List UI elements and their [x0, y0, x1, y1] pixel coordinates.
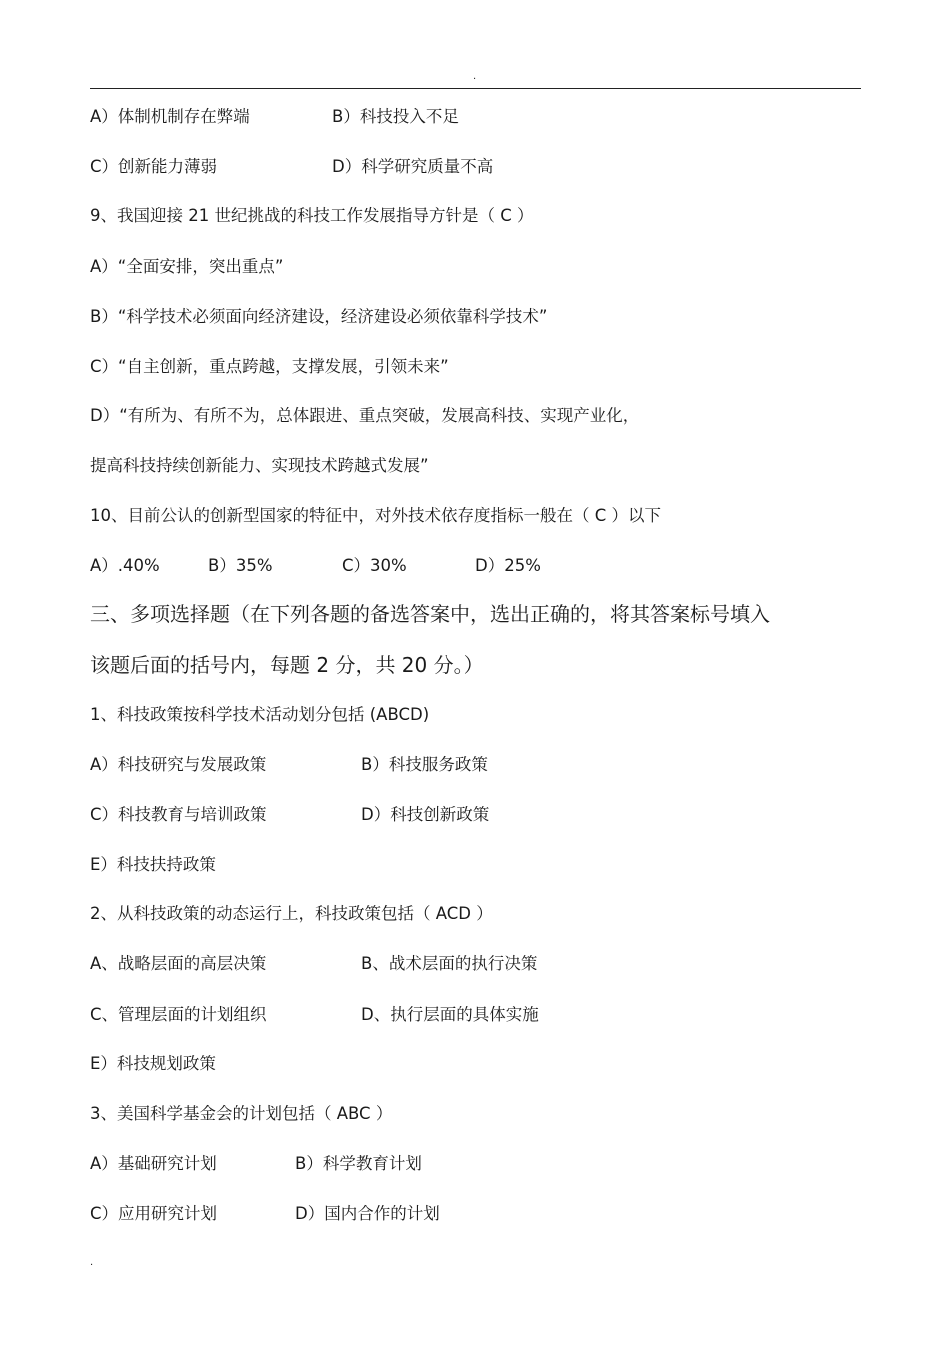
q8-option-b: B）科技投入不足 [332, 107, 459, 126]
m3-option-a: A）基础研究计划 [90, 1154, 217, 1173]
q10-option-a: A）.40% [90, 556, 160, 575]
m1-option-d: D）科技创新政策 [361, 805, 490, 824]
section3-title-line-1: 三、多项选择题（在下列各题的备选答案中，选出正确的，将其答案标号填入 [90, 602, 770, 626]
m1-option-a: A）科技研究与发展政策 [90, 755, 267, 774]
m2-option-d: D、执行层面的具体实施 [361, 1005, 539, 1024]
m2-stem: 2、从科技政策的动态运行上，科技政策包括（ ACD ） [90, 904, 493, 923]
q9-option-b: B）“科学技术必须面向经济建设，经济建设必须依靠科学技术” [90, 307, 548, 326]
q10-option-d: D）25% [475, 556, 541, 575]
m1-option-c: C）科技教育与培训政策 [90, 805, 267, 824]
q9-option-c: C）“自主创新，重点跨越，支撑发展，引领未来” [90, 357, 449, 376]
m1-option-b: B）科技服务政策 [361, 755, 488, 774]
footer-dot: . [90, 1257, 94, 1268]
header-rule [90, 88, 861, 89]
m1-stem: 1、科技政策按科学技术活动划分包括 (ABCD) [90, 705, 430, 724]
q9-stem: 9、我国迎接 21 世纪挑战的科技工作发展指导方针是（ C ） [90, 206, 534, 225]
m2-option-e: E）科技规划政策 [90, 1054, 216, 1073]
m3-option-c: C）应用研究计划 [90, 1204, 218, 1223]
header-dot: . [473, 71, 477, 82]
m2-option-b: B、战术层面的执行决策 [361, 954, 538, 973]
q10-option-b: B）35% [208, 556, 273, 575]
m2-option-c: C、管理层面的计划组织 [90, 1005, 267, 1024]
m3-option-d: D）国内合作的计划 [295, 1204, 440, 1223]
m3-stem: 3、美国科学基金会的计划包括（ ABC ） [90, 1104, 393, 1123]
q10-stem: 10、目前公认的创新型国家的特征中，对外技术依存度指标一般在（ C ）以下 [90, 506, 662, 525]
q9-option-d-line-1: D）“有所为、有所不为，总体跟进、重点突破，发展高科技、实现产业化， [90, 406, 640, 425]
q9-option-d-line-2: 提高科技持续创新能力、实现技术跨越式发展” [90, 456, 429, 475]
section3-title-line-2: 该题后面的括号内，每题 2 分，共 20 分。） [90, 653, 484, 677]
m3-option-b: B）科学教育计划 [295, 1154, 422, 1173]
q8-option-a: A）体制机制存在弊端 [90, 107, 250, 126]
m2-option-a: A、战略层面的高层决策 [90, 954, 267, 973]
q8-option-d: D）科学研究质量不高 [332, 157, 494, 176]
m1-option-e: E）科技扶持政策 [90, 855, 216, 874]
q8-option-c: C）创新能力薄弱 [90, 157, 218, 176]
q9-option-a: A）“全面安排，突出重点” [90, 257, 284, 276]
q10-option-c: C）30% [342, 556, 407, 575]
